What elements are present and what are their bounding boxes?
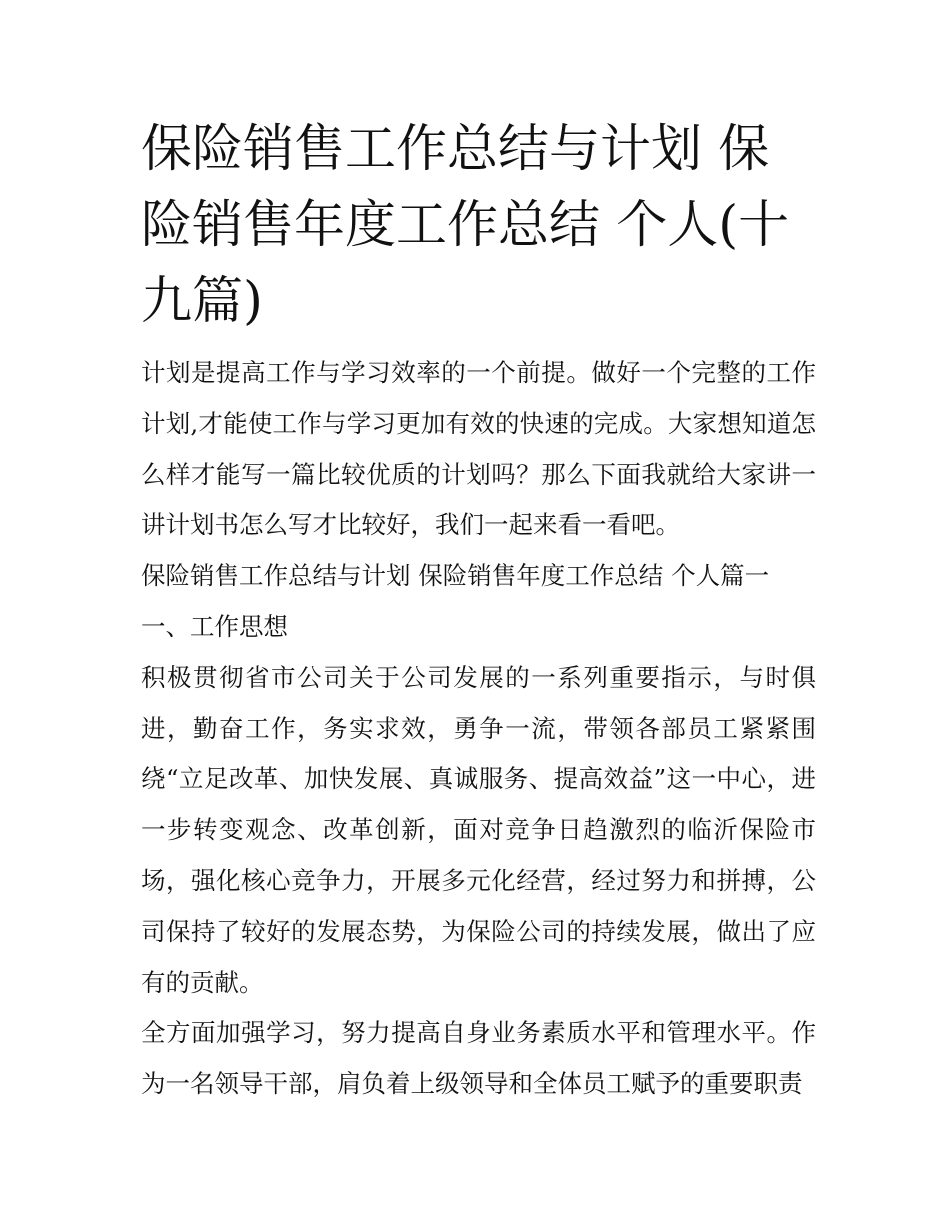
body-paragraph: 积极贯彻省市公司关于公司发展的一系列重要指示，与时俱进，勤奋工作，务实求效，勇争一流，带领各部员工紧紧围绕“立足改革、加快发展、真诚服务、提高效益”这一中心，进一步转变观念、改革创新，面对竞争日趋激烈的临沂保险市场，强化核心竞争力，开展多元化经营，经过努力和拼搏，公司保持了较好的发展态势，为保险公司的持续发展，做出了应有的贡献。 bbox=[141, 662, 816, 997]
document-title: 保险销售工作总结与计划 保险销售年度工作总结 个人(十九篇) bbox=[141, 120, 790, 331]
subheading: 一、工作思想 bbox=[141, 611, 288, 641]
section-heading: 保险销售工作总结与计划 保险销售年度工作总结 个人篇一 bbox=[141, 561, 770, 591]
intro-paragraph: 计划是提高工作与学习效率的一个前提。做好一个完整的工作计划,才能使工作与学习更加有效的快速的完成。大家想知道怎么样才能写一篇比较优质的计划吗？那么下面我就给大家讲一讲计划书怎么写才比较好，我们一起来看一看吧。 bbox=[141, 358, 816, 540]
document-body bbox=[141, 112, 816, 1110]
body-paragraph: 全方面加强学习，努力提高自身业务素质水平和管理水平。作为一名领导干部，肩负着上级领导和全体员工赋予的重要职责 bbox=[141, 1018, 816, 1099]
